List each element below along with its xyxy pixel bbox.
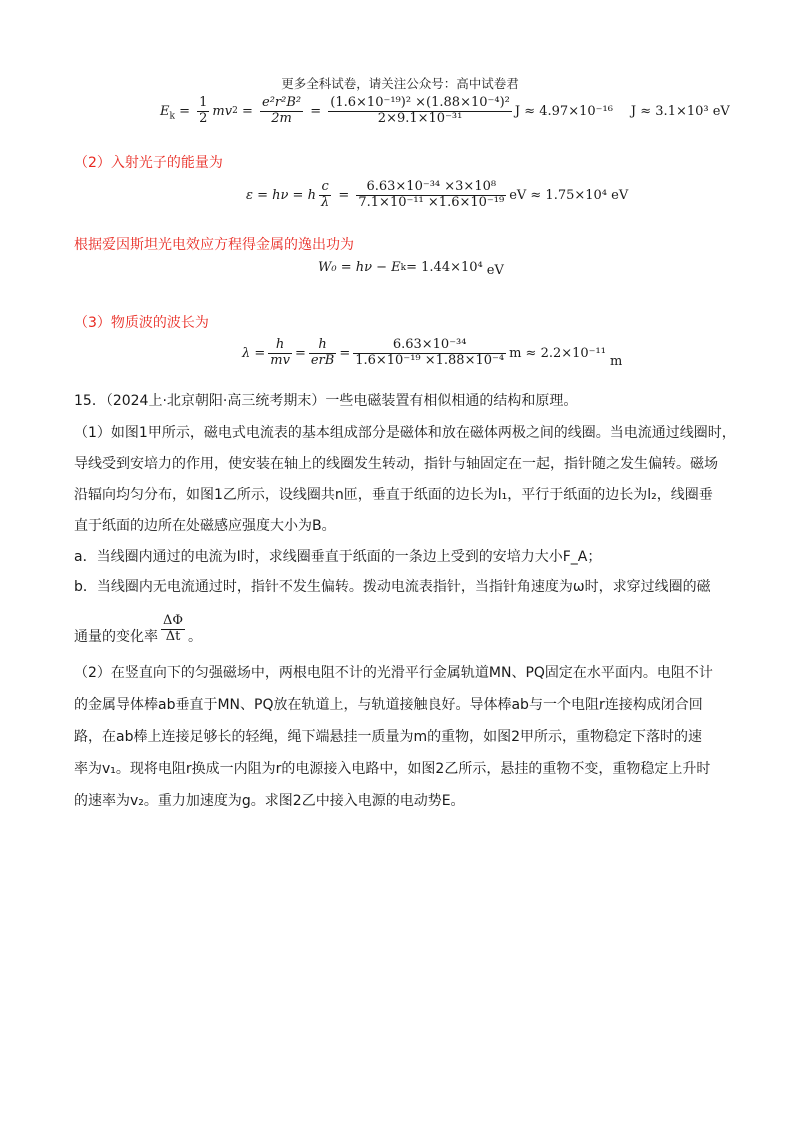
ek-ev: J ≈ 3.1×10³ eV — [630, 103, 730, 119]
q15-part-b: b．当线圈内无电流通过时，指针不发生偏转。拨动电流表指针，当指针角速度为ω时，求穿过线圈的磁 — [74, 579, 711, 595]
q15-p1-line1: （1）如图1甲所示，磁电式电流表的基本组成部分是磁体和放在磁体两极之间的线圈。当电流通过线圈时， — [74, 425, 736, 441]
photon-frac-numeric: $\frac{\text{6.63×10⁻³⁴ ×3×10⁸}}{\text{7.1×10⁻¹¹ ×1.6×10⁻¹⁹}}$ — [358, 179, 505, 210]
wave-frac-1: $\frac{h}{mv}$ — [270, 337, 290, 368]
q15-part-a: a．当线圈内通过的电流为I时，求线圈垂直于纸面的一条边上受到的安培力大小F_A； — [74, 549, 602, 565]
wave-frac-numeric: $\frac{\text{6.63×10⁻³⁴}}{\text{1.6×10⁻¹⁹ ×1.88×10⁻⁴}}$ — [355, 337, 505, 368]
flux-prefix: 通量的变化率 — [74, 629, 158, 646]
wave-result: m ≈ 2.2×10⁻¹¹ — [509, 345, 606, 361]
work-unit: eV — [486, 263, 504, 278]
q15-p2-line4: 率为v₁。现将电阻r换成一内阻为r的电源接入电路中，如图2乙所示，悬挂的重物不变，重物稳定上升时 — [74, 761, 711, 777]
part2-title: （2）入射光子的能量为 — [74, 155, 223, 171]
wave-frac-2: $\frac{h}{\text{erB}}$ — [310, 337, 335, 368]
work-function-equation: W₀ = hν − E k = 1.44×10⁴ eV — [318, 260, 504, 278]
photon-energy-equation: ε = hν = h $\frac{c}{\lambda}$ = $\frac{\text{6.63×10⁻³⁴ ×3×10⁸}}{\text{7.1×10⁻¹¹ ×1.6×10⁻¹⁹}}$ eV ≈ 1.75×10⁴ eV — [246, 179, 629, 210]
work-result: = 1.44×10⁴ — [406, 260, 483, 275]
wave-unit: m — [609, 353, 623, 369]
q15-p2-line1: （2）在竖直向下的匀强磁场中，两根电阻不计的光滑平行金属轨道MN、PQ固定在水平面内。电阻不计 — [74, 665, 713, 681]
kinetic-energy-equation: $E_k$ = $\frac{1}{2}$ mv 2 = $\frac{\text{e²r²B²}}{2m}$ = $\frac{\text{(1.6×10⁻¹⁹)² ×(1.88×10⁻⁴)²}}{\text{2×9.1×10⁻³¹}}$ J ≈ 4.97×10⁻¹⁶ J ≈ 3.1×10³ eV — [160, 95, 730, 126]
q15-p1-line3: 沿辐向均匀分布，如图1乙所示，设线圈共n匝，垂直于纸面的边长为l₁，平行于纸面的边长为l₂，线圈垂 — [74, 487, 713, 503]
work-lhs: W₀ = hν − E — [318, 260, 401, 275]
q15-intro: 15．（2024上·北京朝阳·高三统考期末）一些电磁装置有相似相通的结构和原理。 — [74, 393, 578, 409]
flux-suffix: 。 — [188, 629, 203, 646]
q15-flux-line — [74, 614, 202, 645]
de-broglie-equation: λ = $\frac{h}{mv}$ = $\frac{h}{\text{erB}}$ = $\frac{\text{6.63×10⁻³⁴}}{\text{1.6×10⁻¹⁹ ×1.88×10⁻⁴}}$ m ≈ 2.2×10⁻¹¹ m — [242, 337, 623, 369]
part3-title: （3）物质波的波长为 — [74, 315, 209, 331]
ek-mv: mv — [212, 103, 233, 119]
ek-frac-symbolic: $\frac{\text{e²r²B²}}{2m}$ — [262, 95, 302, 126]
ek-frac-half: $\frac{1}{2}$ — [199, 95, 208, 126]
q15-p2-line5: 的速率为v₂。重力加速度为g。求图2乙中接入电源的电动势E。 — [74, 793, 465, 809]
photon-frac-c: $\frac{c}{\lambda}$ — [320, 179, 330, 210]
q15-p1-line2: 导线受到安培力的作用，使安装在轴上的线圈发生转动，指针与轴固定在一起，指针随之发生偏转。磁场 — [74, 456, 718, 472]
q15-p2-line2: 的金属导体棒ab垂直于MN、PQ放在轨道上，与轨道接触良好。导体棒ab与一个电阻r连接构成闭合回 — [74, 697, 703, 713]
ek-frac-numeric: $\frac{\text{(1.6×10⁻¹⁹)² ×(1.88×10⁻⁴)²}}{\text{2×9.1×10⁻³¹}}$ — [330, 95, 510, 126]
page-header: 更多全科试卷，请关注公众号：高中试卷君 — [281, 76, 519, 91]
q15-p2-line3: 路，在ab棒上连接足够长的轻绳，绳下端悬挂一质量为m的重物，如图2甲所示，重物稳定下落时的速 — [74, 729, 703, 745]
flux-rate-fraction: $\frac{\Delta\Phi}{\Delta t}$ — [163, 613, 184, 644]
einstein-text: 根据爱因斯坦光电效应方程得金属的逸出功为 — [74, 237, 354, 253]
photon-result: eV ≈ 1.75×10⁴ eV — [509, 187, 629, 203]
wave-lhs: λ = — [242, 345, 266, 361]
q15-p1-line4: 直于纸面的边所在处磁感应强度大小为B。 — [74, 518, 336, 534]
ek-approx: J ≈ 4.97×10⁻¹⁶ — [514, 103, 613, 119]
ek-lhs: $E_k$ — [160, 103, 175, 122]
photon-lhs: ε = hν = h — [246, 187, 316, 203]
